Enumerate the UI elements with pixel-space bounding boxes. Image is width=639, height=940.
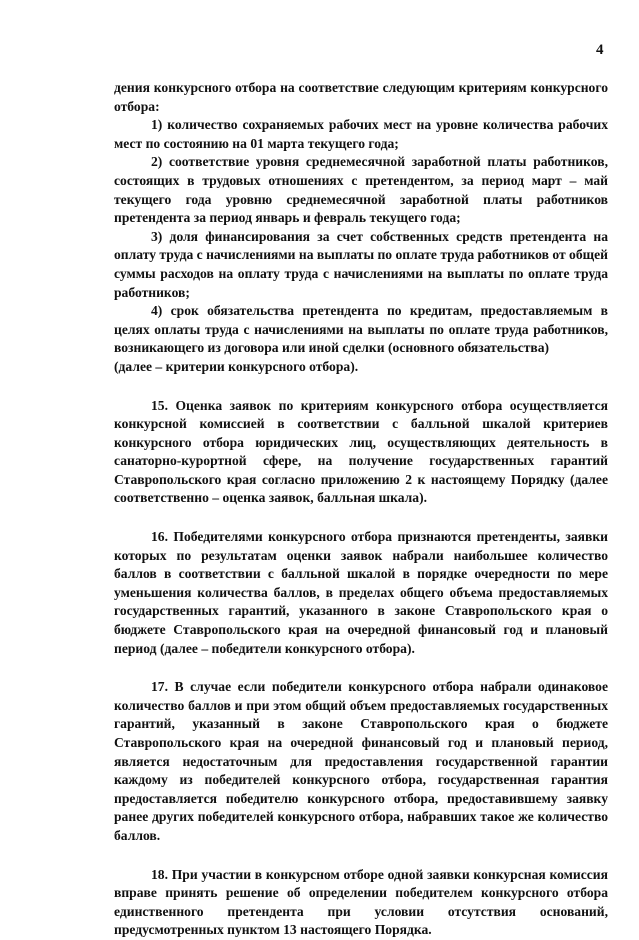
criterion-4: 4) срок обязательства претендента по кредитам, предоставляемым в целях оплаты труда с начислениями на выплаты по оплате труда работников, возникающего из договора или иной сделки (основного обязательства) (114, 303, 608, 356)
criterion-3: 3) доля финансирования за счет собственных средств претендента на оплату труда с начислениями на выплаты по оплате труда работников от общей суммы расходов на оплату труда с начислениями на выплаты по оплате труда работников; (114, 228, 608, 300)
criterion-1: 1) количество сохраняемых рабочих мест на уровне количества рабочих мест по состоянию на 01 марта текущего года; (114, 117, 608, 151)
criterion-2: 2) соответствие уровня среднемесячной заработной платы работников, состоящих в трудовых отношениях с претендентом, за период март – май текущего года уровню среднемесячной заработной платы работников претендента за период январь и февраль текущего года; (114, 154, 608, 226)
clause-17: 17. В случае если победители конкурсного отбора набрали одинаковое количество баллов и при этом общий объем предоставляемых государственных гарантий, указанный в законе Ставропольского края о бюджете Ставропольского края на очередной финансовый год и плановый период, является недостаточным для предоставления государственной гарантии каждому из победителей конкурсного отбора, государственная гарантия предоставляется победителю конкурсного отбора, предоставившему заявку ранее других победителей конкурсного отбора, набравших такое же количество баллов. (114, 679, 608, 843)
paragraph-continuation: дения конкурсного отбора на соответствие следующим критериям конкурсного отбора: (114, 80, 608, 114)
clause-15: 15. Оценка заявок по критериям конкурсного отбора осуществляется конкурсной комиссией в соответствии с балльной шкалой критериев конкурсного отбора юридических лиц, осуществляющих деятельность в санаторно-курортной сфере, на получение государственных гарантий Ставропольского края согласно приложению 2 к настоящему Порядку (далее соответственно – оценка заявок, балльная шкала). (114, 397, 608, 506)
page-number: 4 (596, 42, 604, 58)
clause-16: 16. Победителями конкурсного отбора признаются претенденты, заявки которых по результатам оценки заявок набрали наибольшее количество баллов в соответствии с балльной шкалой в порядке очередности по мере уменьшения количества баллов, в пределах общего объема предоставляемых государственных гарантий, указанного в законе Ставропольского края о бюджете Ставропольского края на очередной финансовый год и плановый период (далее – победители конкурсного отбора). (114, 529, 608, 656)
criteria-definition: (далее – критерии конкурсного отбора). (114, 358, 359, 374)
clause-18: 18. При участии в конкурсном отборе одной заявки конкурсная комиссия вправе принять решение об определении победителем конкурсного отбора единственного претендента при условии отсутствия оснований, предусмотренных пунктом 13 настоящего Порядка. (114, 866, 608, 938)
document-body (114, 79, 608, 940)
